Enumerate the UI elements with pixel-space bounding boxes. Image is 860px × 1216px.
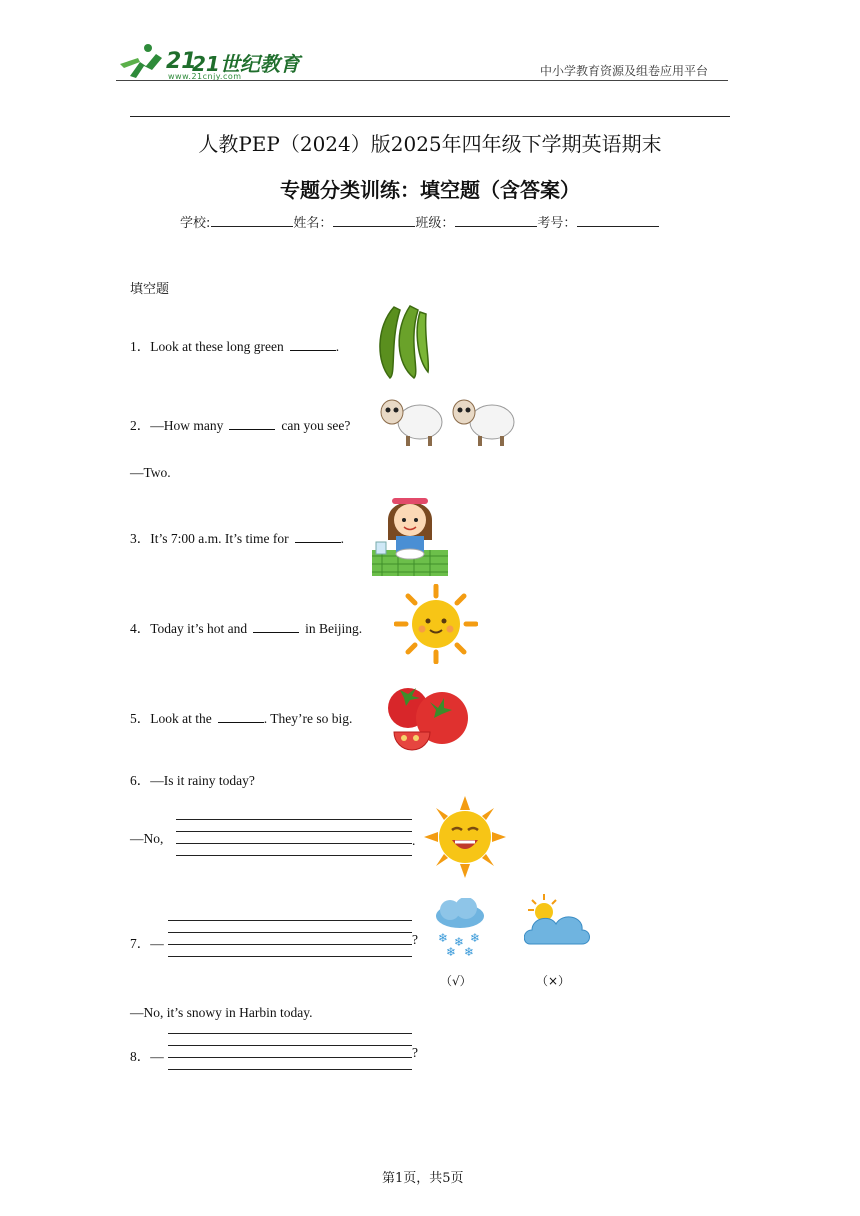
- answer-line[interactable]: [168, 1045, 412, 1046]
- question-number: 5．: [130, 711, 151, 726]
- name-label: 姓名：: [293, 216, 333, 231]
- cross-mark-label: （×）: [536, 974, 571, 988]
- question-number: 6．: [130, 773, 151, 788]
- exam-number-blank[interactable]: [577, 214, 659, 227]
- school-label: 学校:: [180, 216, 211, 231]
- question-4: 4．Today it’s hot and in Beijing.: [130, 621, 363, 636]
- answer-line[interactable]: [168, 944, 412, 945]
- answer-blank[interactable]: [229, 417, 275, 430]
- answer-line[interactable]: [176, 855, 412, 856]
- question-6-prompt: 6．—Is it rainy today?: [130, 773, 255, 788]
- page-footer: 第1页，共5页: [382, 1171, 464, 1186]
- answer-line[interactable]: [168, 1057, 412, 1058]
- logo-url: www.21cnjy.com: [168, 72, 242, 81]
- header-platform-text: 中小学教育资源及组卷应用平台: [540, 64, 709, 78]
- answer-line[interactable]: [176, 843, 412, 844]
- question-7-reply: —No, it’s snowy in Harbin today.: [130, 1005, 313, 1020]
- section-title: 填空题: [130, 282, 170, 297]
- svg-text:❄: ❄: [438, 931, 449, 945]
- green-beans-picture: [374, 302, 432, 382]
- answer-blank[interactable]: [218, 710, 264, 723]
- question-number: 3．: [130, 531, 151, 546]
- student-info-row: [180, 212, 659, 231]
- name-blank[interactable]: [333, 214, 415, 227]
- question-7: 7．—: [130, 936, 164, 951]
- sun-picture: [394, 584, 478, 664]
- question-2: 2．—How many can you see?: [130, 418, 351, 433]
- answer-line[interactable]: [176, 819, 412, 820]
- page-title: 人教PEP（2024）版2025年四年级下学期英语期末: [198, 132, 662, 156]
- sheep-picture: [378, 392, 518, 450]
- question-8: 8．—: [130, 1049, 164, 1064]
- sun-cloud-picture: [524, 892, 592, 948]
- answer-blank[interactable]: [253, 620, 299, 633]
- snow-cloud-picture: [432, 898, 490, 956]
- question-number: 8．: [130, 1049, 151, 1064]
- question-8-suffix: ?: [412, 1045, 418, 1060]
- answer-line[interactable]: [168, 956, 412, 957]
- question-6-answer-suffix: .: [412, 833, 416, 848]
- girl-breakfast-picture: [370, 490, 450, 578]
- question-number: 2．: [130, 418, 151, 433]
- question-number: 4．: [130, 621, 151, 636]
- tomatoes-picture: [386, 682, 472, 752]
- answer-line[interactable]: [168, 932, 412, 933]
- question-1: 1．Look at these long green .: [130, 339, 340, 354]
- answer-blank[interactable]: [295, 530, 341, 543]
- question-number: 7．: [130, 936, 151, 951]
- question-7-suffix: ?: [412, 932, 418, 947]
- exam-number-label: 考号：: [537, 216, 577, 231]
- question-2-reply: —Two.: [130, 465, 171, 480]
- school-blank[interactable]: [211, 214, 293, 227]
- title-rule: [130, 116, 730, 117]
- smiling-sun-picture: [424, 796, 506, 878]
- answer-blank[interactable]: [290, 338, 336, 351]
- svg-text:❄: ❄: [470, 931, 481, 945]
- answer-line[interactable]: [176, 831, 412, 832]
- svg-text:❄: ❄: [454, 935, 465, 949]
- svg-text:❄: ❄: [446, 945, 457, 956]
- answer-line[interactable]: [168, 1069, 412, 1070]
- header-rule: [116, 80, 728, 81]
- question-number: 1．: [130, 339, 151, 354]
- logo-text: 21世纪教育: [192, 52, 300, 76]
- sheep-icon: [453, 400, 514, 446]
- question-6-answer-prefix: —No,: [130, 831, 164, 846]
- page-subtitle: 专题分类训练：填空题（含答案）: [280, 178, 580, 202]
- class-blank[interactable]: [455, 214, 537, 227]
- answer-line[interactable]: [168, 1033, 412, 1034]
- check-mark-label: （√）: [440, 974, 472, 988]
- svg-text:❄: ❄: [464, 945, 475, 956]
- answer-line[interactable]: [168, 920, 412, 921]
- sheep-icon: [381, 400, 442, 446]
- question-3: 3．It’s 7:00 a.m. It’s time for .: [130, 531, 344, 546]
- question-5: 5．Look at the . They’re so big.: [130, 711, 353, 726]
- svg-text:21: 21: [166, 49, 197, 74]
- class-label: 班级：: [415, 216, 455, 231]
